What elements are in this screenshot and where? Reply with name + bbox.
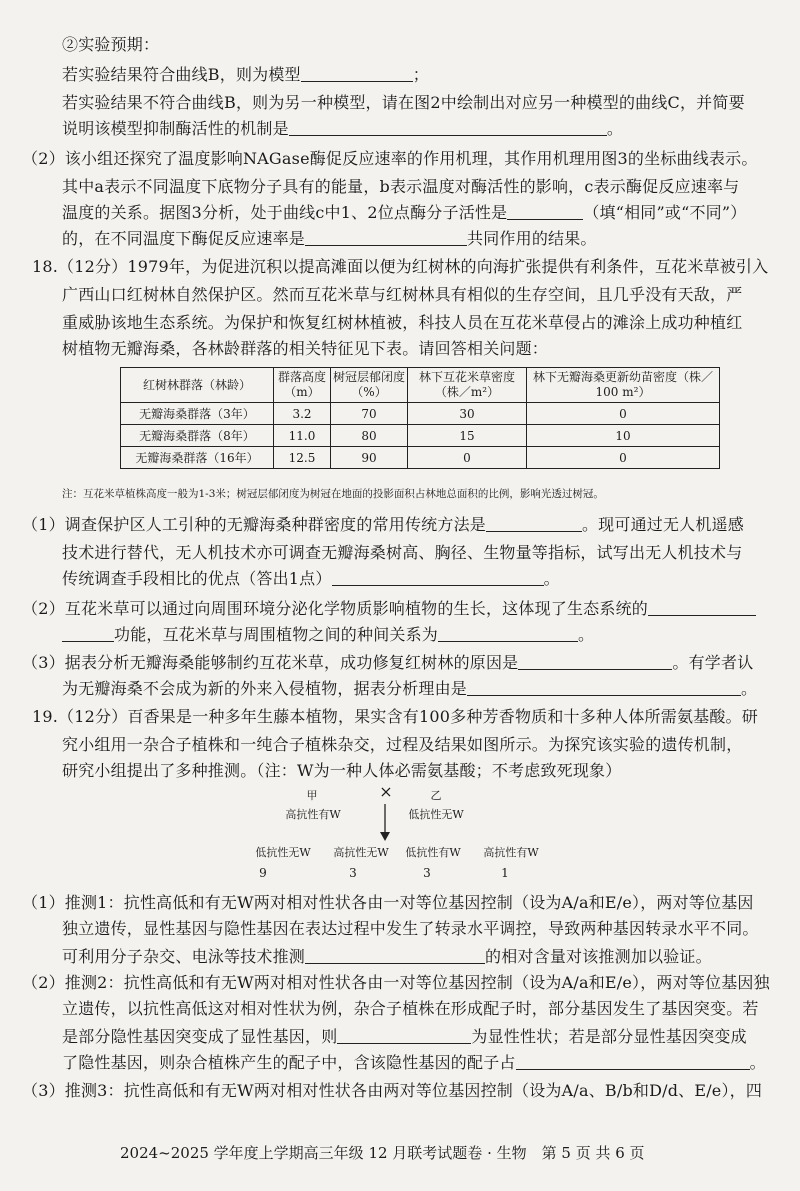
text: 了隐性基因，则杂合植株产生的配子中，含该隐性基因的配子占 [62,1053,516,1072]
table-cell: 30 [408,403,527,425]
page-footer: 2024~2025 学年度上学期高三年级 12 月联考试题卷 · 生物 第 5 页 共 6 页 [120,1144,645,1162]
text: 。有学者认 [672,653,754,672]
table-cell: 80 [331,425,408,447]
table-header: 树冠层郁闭度（%） [331,368,408,403]
text-line [62,568,560,590]
table-cell: 无瓣海桑群落（8年） [121,425,274,447]
answer-blank[interactable] [516,1053,750,1070]
table-cell: 15 [408,425,527,447]
text: 温度的关系。据图3分析，处于曲线c中1、2位点酶分子活性是 [62,203,508,222]
table-cell: 70 [331,403,408,425]
offspring-ratio: 3 [423,866,431,880]
text: 为显性性状；若是部分显性基因突变成 [471,1027,747,1046]
text-line: 重威胁该地生态系统。为保护和恢复红树林植被，科技人员在互花米草侵占的滩涂上成功种植红 [62,313,743,332]
table-header: 红树林群落（林龄） [121,368,274,403]
text: 说明该模型抑制酶活性的机制是 [62,119,289,138]
table-header: 林下互花米草密度（株／m²） [408,368,527,403]
table-cell: 10 [527,425,720,447]
text-line [22,598,756,620]
text-line: 独立遗传，显性基因与隐性基因在表达过程中发生了转录水平调控，导致两种基因转录水平不同。 [62,919,759,938]
text-line [62,1026,747,1048]
offspring-trait: 低抗性无W [255,846,311,859]
table-cell: 0 [527,447,720,469]
offspring-trait: 高抗性有W [483,846,539,859]
text-line [22,514,744,536]
text-line: 技术进行替代，无人机技术亦可调查无瓣海桑树高、胸径、生物量等指标，试写出无人机技术与 [62,543,743,562]
text: 可利用分子杂交、电泳等技术推测 [62,947,306,966]
answer-blank[interactable] [332,569,544,586]
text-line: （3）推测3：抗性高低和有无W两对相对性状各由两对等位基因控制（设为A/a、B/b和D/d、E/e），四 [22,1081,763,1100]
text-line: （2）推测2：抗性高低和有无W两对相对性状各由一对等位基因控制（设为A/a和E/e），两对等位基因独 [22,973,770,992]
answer-blank[interactable] [301,65,413,82]
answer-blank[interactable] [518,653,672,670]
answer-blank[interactable] [467,679,741,696]
answer-blank[interactable] [305,229,467,246]
text: 的相对含量对该推测加以验证。 [485,947,712,966]
offspring-ratio: 1 [501,866,509,880]
answer-blank[interactable] [486,515,582,532]
text-line [62,624,594,646]
text: 。 [749,1053,766,1072]
answer-blank[interactable] [337,1027,471,1044]
table-cell: 无瓣海桑群落（3年） [121,403,274,425]
text: 的，在不同温度下酶促反应速率是 [62,229,306,248]
parent1-name: 甲 [306,789,318,802]
text-line: 若实验结果不符合曲线B，则为另一种模型，请在图2中绘制出对应另一种模型的曲线C，并简要 [62,93,745,112]
section-heading: ②实验预期： [62,35,160,54]
table-cell: 0 [408,447,527,469]
text-line [62,202,746,224]
table-header: 群落高度（m） [274,368,331,403]
table-header-row [121,368,720,403]
text-line [62,118,623,140]
answer-blank[interactable] [648,599,756,616]
answer-blank[interactable] [305,947,485,964]
text-line [62,64,429,86]
text: 。 [741,679,758,698]
table-row [121,447,720,469]
answer-blank[interactable] [62,625,114,642]
arrow-down-icon [378,804,392,842]
text: ； [412,65,429,84]
text-line: 立遗传，以抗性高低这对相对性状为例，杂合子植株在形成配子时，部分基因发生了基因突变。若 [62,999,759,1018]
table-header: 林下无瓣海桑更新幼苗密度（株／100 m²） [527,368,720,403]
text: 若实验结果符合曲线B，则为模型 [62,65,301,84]
text-line: 广西山口红树林自然保护区。然而互花米草与红树林具有相似的生存空间，且几乎没有天敌，严 [62,285,743,304]
table-row [121,403,720,425]
parent1-trait: 高抗性有W [285,808,341,821]
text-line: 其中a表示不同温度下底物分子具有的能量，b表示温度对酶活性的影响，c表示酶促反应速率与 [62,177,740,196]
text: （3）据表分析无瓣海桑能够制约互花米草，成功修复红树林的原因是 [22,653,519,672]
text: 传统调查手段相比的优点（答出1点） [62,569,332,588]
table-cell: 无瓣海桑群落（16年） [121,447,274,469]
text-line: 研究小组提出了多种推测。（注：W为一种人体必需氨基酸；不考虑致死现象） [62,761,622,780]
question-18-text: 18.（12分）1979年，为促进沉积以提高滩面以便为红树林的向海扩张提供有利条件，互花米草被引入 [32,257,769,276]
table-cell: 0 [527,403,720,425]
text-line [62,946,712,968]
question-2-text: （2）该小组还探究了温度影响NAGase酶促反应速率的作用机理，其作用机理用图3的坐标曲线表示。 [22,149,758,168]
table-cell: 11.0 [274,425,331,447]
text-line [62,678,757,700]
table-cell: 12.5 [274,447,331,469]
offspring-ratio: 3 [349,866,357,880]
text: （1）调查保护区人工引种的无瓣海桑种群密度的常用传统方法是 [22,515,486,534]
text: 。 [578,625,595,644]
text-line [62,228,597,250]
text: （填“相同”或“不同”） [583,203,747,222]
text-line: （1）推测1：抗性高低和有无W两对相对性状各由一对等位基因控制（设为A/a和E/e），两对等位基因 [22,893,754,912]
table-cell: 90 [331,447,408,469]
text-line: 树植物无瓣海桑，各林龄群落的相关特征见下表。请回答相关问题： [62,339,549,358]
text: 为无瓣海桑不会成为新的外来入侵植物，据表分析理由是 [62,679,468,698]
text: 。现可通过无人机遥感 [581,515,744,534]
answer-blank[interactable] [438,625,578,642]
text: 。 [606,119,624,138]
table-row [121,425,720,447]
answer-blank[interactable] [289,119,607,136]
text-line: 究小组用一杂合子植株和一纯合子植株杂交，过程及结果如图所示。为探究该实验的遗传机制， [62,735,743,754]
offspring-trait: 低抗性有W [405,846,461,859]
text: 共同作用的结果。 [467,229,597,248]
parent2-trait: 低抗性无W [408,808,464,821]
parent2-name: 乙 [430,789,442,802]
data-table [120,367,720,469]
table-cell: 3.2 [274,403,331,425]
table-note: 注：互花米草植株高度一般为1-3米；树冠层郁闭度为树冠在地面的投影面积占林地总面积的比例，影响光透过树冠。 [62,488,604,500]
offspring-ratio: 9 [259,866,267,880]
text-line [22,652,753,674]
text: 是部分隐性基因突变成了显性基因，则 [62,1027,338,1046]
text: 功能，互花米草与周围植物之间的种间关系为 [114,625,439,644]
answer-blank[interactable] [507,203,583,220]
offspring-trait: 高抗性无W [333,846,389,859]
text-line [62,1052,766,1074]
text: 。 [543,569,560,588]
cross-symbol: × [379,782,393,801]
question-19-text: 19.（12分）百香果是一种多年生藤本植物，果实含有100多种芳香物质和十多种人体所需氨基酸。研 [32,707,758,726]
text: （2）互花米草可以通过向周围环境分泌化学物质影响植物的生长，这体现了生态系统的 [22,599,648,618]
